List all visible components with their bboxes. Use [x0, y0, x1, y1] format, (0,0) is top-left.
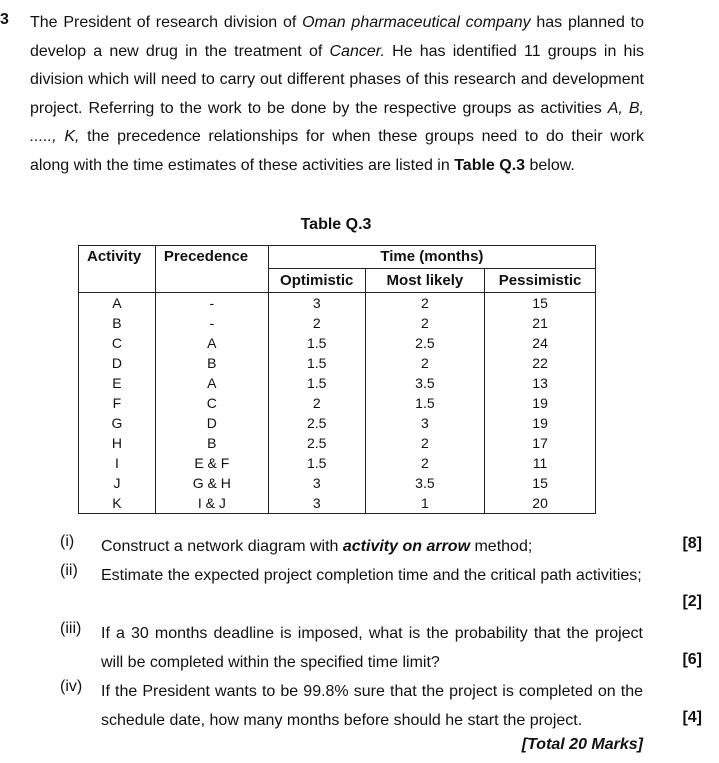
- cell-precedence: B: [155, 433, 268, 453]
- part-i-label: (i): [60, 533, 75, 550]
- intro-seg-6: the precedence relationships for when these groups need to do their work along with the time estimates of these activities are listed in: [30, 128, 645, 174]
- cell-activity: C: [79, 333, 156, 353]
- intro-seg-1: Oman pharmaceutical company: [302, 14, 531, 31]
- cell-most-likely: 3: [365, 413, 485, 433]
- cell-precedence: G & H: [155, 473, 268, 493]
- part-i-seg-1: activity on arrow: [342, 538, 471, 555]
- cell-activity: B: [79, 313, 156, 333]
- cell-precedence: E & F: [155, 453, 268, 473]
- cell-precedence: -: [155, 313, 268, 333]
- table-row: [79, 353, 596, 373]
- table-row: [79, 393, 596, 413]
- part-ii-label: (ii): [60, 562, 78, 579]
- part-iii-text: If a 30 months deadline is imposed, what is the probability that the project will be completed within the specified time limit?: [101, 625, 643, 671]
- cell-activity: I: [79, 453, 156, 473]
- table-row: [79, 493, 596, 514]
- header-most-likely: Most likely: [365, 269, 485, 293]
- cell-pessimistic: 19: [485, 413, 596, 433]
- cell-activity: H: [79, 433, 156, 453]
- header-time: Time (months): [268, 246, 595, 269]
- cell-precedence: A: [155, 333, 268, 353]
- cell-optimistic: 3: [268, 473, 365, 493]
- cell-precedence: A: [155, 373, 268, 393]
- cell-pessimistic: 21: [485, 313, 596, 333]
- cell-optimistic: 1.5: [268, 353, 365, 373]
- total-marks: [Total 20 Marks]: [521, 736, 643, 753]
- intro-seg-8: below.: [525, 156, 575, 174]
- intro-seg-0: The President of research division of: [30, 14, 303, 31]
- cell-optimistic: 2: [268, 393, 365, 413]
- cell-pessimistic: 17: [485, 433, 596, 453]
- intro-seg-3: Cancer.: [329, 42, 385, 60]
- table-row: [79, 313, 596, 333]
- cell-optimistic: 1.5: [268, 373, 365, 393]
- table-row: [79, 433, 596, 453]
- cell-activity: K: [79, 493, 156, 514]
- cell-most-likely: 2.5: [365, 333, 485, 353]
- cell-optimistic: 2: [268, 313, 365, 333]
- question-intro: [30, 9, 644, 181]
- cell-precedence: I & J: [155, 493, 268, 514]
- table-row: [79, 293, 596, 314]
- cell-most-likely: 1.5: [365, 393, 485, 413]
- part-iv-marks: [4]: [682, 709, 702, 726]
- part-iii-marks: [6]: [682, 651, 702, 668]
- part-iv-text: If the President wants to be 99.8% sure that the project is completed on the schedule date, how many months before should he start the project.: [101, 683, 643, 729]
- cell-activity: D: [79, 353, 156, 373]
- cell-pessimistic: 15: [485, 473, 596, 493]
- part-iv-label: (iv): [60, 678, 83, 695]
- cell-optimistic: 3: [268, 493, 365, 514]
- header-activity: Activity: [79, 246, 156, 293]
- cell-optimistic: 1.5: [268, 333, 365, 353]
- part-i-seg-2: method;: [470, 538, 533, 555]
- cell-most-likely: 3.5: [365, 473, 485, 493]
- cell-activity: J: [79, 473, 156, 493]
- cell-activity: A: [79, 293, 156, 314]
- cell-activity: E: [79, 373, 156, 393]
- part-iii-label: (iii): [60, 620, 82, 637]
- cell-precedence: D: [155, 413, 268, 433]
- table-body: [79, 293, 596, 514]
- table-row: [79, 473, 596, 493]
- cell-pessimistic: 20: [485, 493, 596, 514]
- part-i-seg-0: Construct a network diagram with: [101, 538, 343, 555]
- cell-pessimistic: 22: [485, 353, 596, 373]
- cell-most-likely: 2: [365, 353, 485, 373]
- table-row: [79, 413, 596, 433]
- question-number: 3: [0, 11, 9, 28]
- cell-activity: F: [79, 393, 156, 413]
- cell-optimistic: 3: [268, 293, 365, 314]
- activity-table: [78, 245, 596, 514]
- cell-most-likely: 2: [365, 293, 485, 314]
- part-ii-text: Estimate the expected project completion time and the critical path activities;: [101, 567, 642, 584]
- intro-seg-5: A, B, ....., K,: [30, 99, 644, 146]
- cell-pessimistic: 13: [485, 373, 596, 393]
- cell-most-likely: 2: [365, 453, 485, 473]
- cell-pessimistic: 15: [485, 293, 596, 314]
- cell-optimistic: 2.5: [268, 433, 365, 453]
- part-i-text: [101, 533, 643, 562]
- table-row: [79, 453, 596, 473]
- cell-precedence: B: [155, 353, 268, 373]
- cell-optimistic: 2.5: [268, 413, 365, 433]
- intro-seg-4: He has identified 11 groups in his division which will need to carry out different phases of this research and development project. Referring to the work to be done by the respective groups as activities: [30, 42, 644, 117]
- intro-seg-7: Table Q.3: [454, 156, 526, 174]
- cell-most-likely: 3.5: [365, 373, 485, 393]
- cell-precedence: C: [155, 393, 268, 413]
- header-optimistic: Optimistic: [268, 269, 365, 293]
- cell-most-likely: 2: [365, 313, 485, 333]
- intro-seg-2: has planned to develop a new drug in the treatment of: [30, 14, 644, 60]
- table-row: [79, 373, 596, 393]
- cell-activity: G: [79, 413, 156, 433]
- cell-precedence: -: [155, 293, 268, 314]
- cell-pessimistic: 19: [485, 393, 596, 413]
- table-caption: Table Q.3: [300, 216, 372, 233]
- cell-most-likely: 1: [365, 493, 485, 514]
- part-i-marks: [8]: [682, 535, 702, 552]
- part-ii-marks: [2]: [682, 593, 702, 610]
- table-row: [79, 333, 596, 353]
- header-pessimistic: Pessimistic: [485, 269, 596, 293]
- header-precedence: Precedence: [155, 246, 268, 293]
- cell-pessimistic: 24: [485, 333, 596, 353]
- cell-optimistic: 1.5: [268, 453, 365, 473]
- cell-most-likely: 2: [365, 433, 485, 453]
- cell-pessimistic: 11: [485, 453, 596, 473]
